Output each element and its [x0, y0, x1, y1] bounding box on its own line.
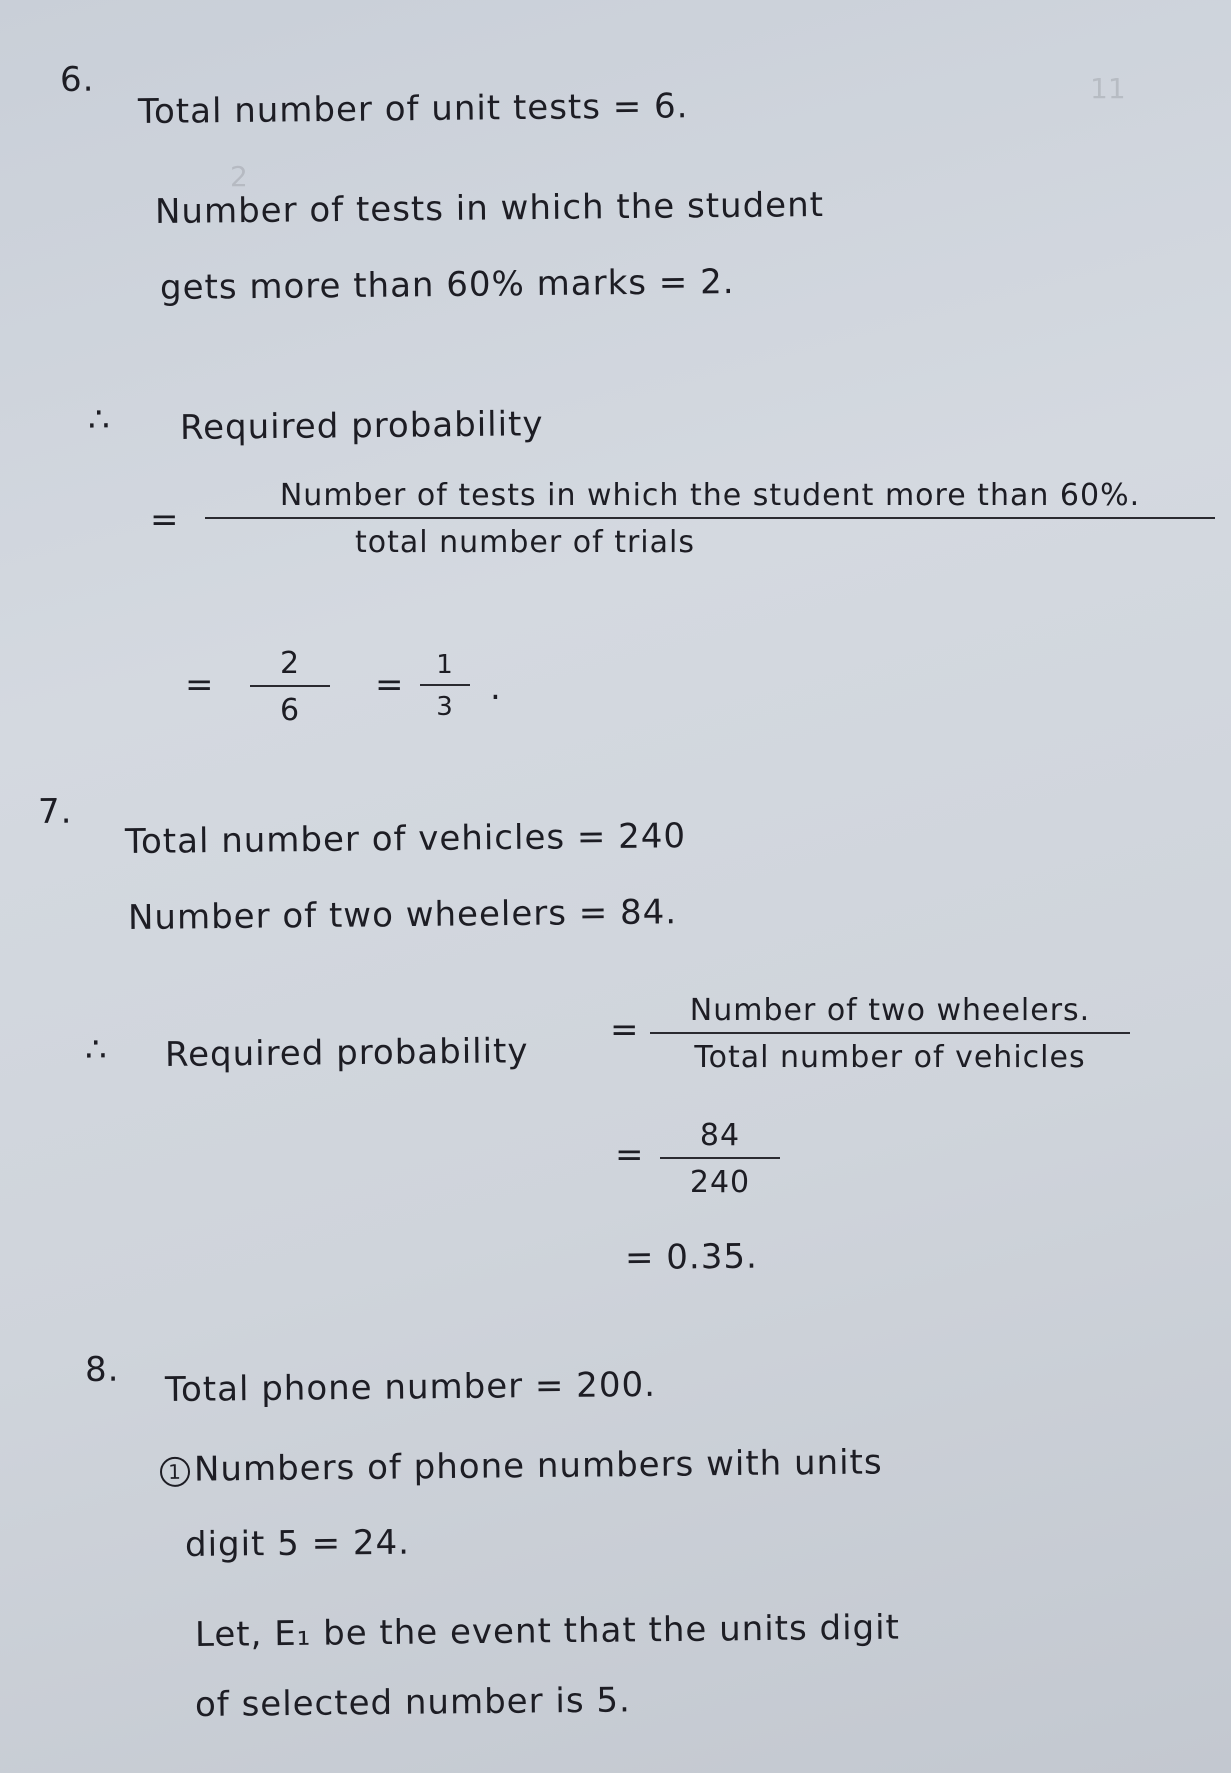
q7-result: = 0.35. [624, 1236, 759, 1278]
q8-line-phone-numbers-text: Numbers of phone numbers with units [193, 1442, 883, 1490]
fraction-bar [420, 684, 470, 686]
q8-line-let-event: Let, E₁ be the event that the units digit [194, 1607, 901, 1655]
q7-equals-2: = [615, 1135, 644, 1175]
q7-fraction-words [650, 993, 1130, 1075]
q7-therefore: ∴ [84, 1029, 108, 1070]
q8-line-selected-number: of selected number is 5. [194, 1680, 632, 1725]
q6-fraction2-denominator: 6 [279, 693, 301, 728]
q7-number: 7. [37, 791, 73, 832]
q6-number: 6. [59, 59, 95, 100]
q6-fraction3-denominator: 3 [436, 692, 454, 722]
bleed-through-mark: 11 [1090, 72, 1126, 105]
q7-fraction2-denominator: 240 [689, 1165, 751, 1200]
fraction-bar [205, 517, 1215, 519]
q6-period: . [490, 668, 501, 708]
circled-number: 1 [160, 1456, 190, 1486]
q6-equals: = [150, 500, 179, 540]
q7-fraction2-numerator: 84 [699, 1118, 741, 1153]
q6-equals-3: = [375, 665, 404, 705]
bleed-through-mark: 2 [230, 160, 248, 193]
q8-number: 8. [84, 1349, 120, 1390]
q7-line-total-vehicles: Total number of vehicles = 240 [124, 816, 687, 862]
q7-fraction-84-240 [660, 1118, 780, 1200]
q8-line-total-phone: Total phone number = 200. [164, 1364, 657, 1410]
q7-fraction-numerator: Number of two wheelers. [689, 993, 1091, 1028]
q6-fraction2-numerator: 2 [279, 646, 301, 681]
q6-line-tests-student: Number of tests in which the student [154, 184, 825, 232]
q7-line-two-wheelers: Number of two wheelers = 84. [127, 892, 678, 938]
fraction-bar [250, 685, 330, 687]
q8-line-digit: digit 5 = 24. [184, 1522, 411, 1565]
q6-fraction-2-6 [250, 646, 330, 728]
q6-fraction-denominator: total number of trials [355, 525, 695, 560]
q8-line-phone-numbers-units [160, 1442, 883, 1490]
q6-fraction-numerator: Number of tests in which the student more than 60%. [279, 478, 1141, 513]
q6-therefore: ∴ [87, 399, 111, 440]
q6-fraction3-numerator: 1 [436, 650, 454, 680]
q6-equals-2: = [185, 665, 214, 705]
fraction-bar [660, 1157, 780, 1159]
q6-line-more-than: gets more than 60% marks = 2. [159, 261, 735, 308]
q6-line-total-tests: Total number of unit tests = 6. [137, 86, 689, 132]
q6-fraction-1-3 [420, 650, 470, 722]
q6-fraction-words [205, 478, 1215, 560]
fraction-bar [650, 1032, 1130, 1034]
q6-required-probability: Required probability [179, 404, 544, 448]
q7-equals: = [610, 1010, 639, 1050]
q7-fraction-denominator: Total number of vehicles [694, 1040, 1086, 1075]
q7-required-probability: Required probability [164, 1031, 529, 1075]
